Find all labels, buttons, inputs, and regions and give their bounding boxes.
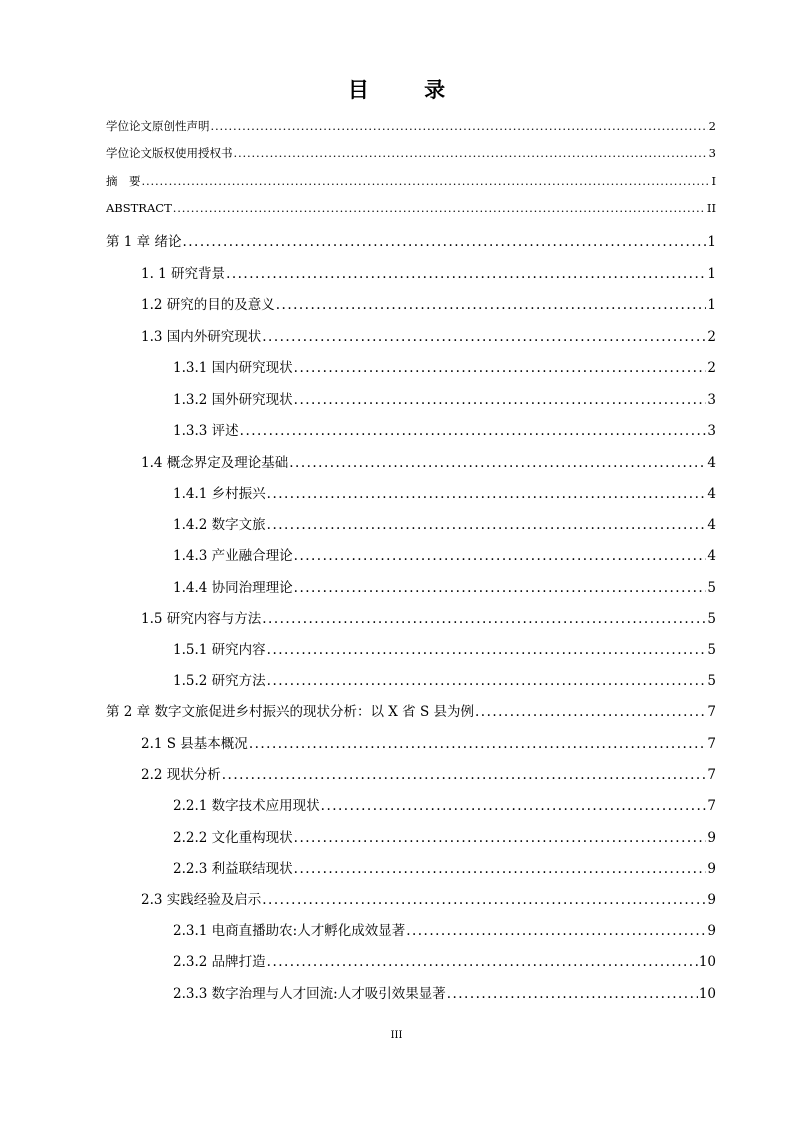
- toc-entry-label: ABSTRACT: [106, 201, 172, 215]
- toc-entry-page: 9: [707, 923, 716, 939]
- toc-entry-1-2[interactable]: [141, 293, 716, 313]
- toc-entry-chapter-1[interactable]: [106, 230, 716, 250]
- toc-entry-1-4-3[interactable]: [173, 544, 716, 564]
- toc-entry-label: 第 2 章 数字文旅促进乡村振兴的现状分析：以 X 省 S 县为例: [106, 704, 474, 720]
- toc-entry-label: 1.2 研究的目的及意义: [141, 297, 275, 313]
- dot-leader: [173, 201, 706, 215]
- dot-leader: [262, 329, 706, 345]
- toc-entry-label: 1.4.3 产业融合理论: [173, 548, 293, 564]
- toc-entry-label: 1.4.4 协同治理理论: [173, 580, 293, 596]
- dot-leader: [142, 174, 711, 188]
- page-title: 目 录: [347, 78, 470, 102]
- toc-entry-abstract-en[interactable]: [106, 201, 716, 215]
- toc-entry-chapter-2[interactable]: [106, 700, 716, 720]
- dot-leader: [182, 234, 706, 250]
- toc-entry-1-1[interactable]: [141, 262, 716, 282]
- dot-leader: [276, 297, 707, 313]
- toc-entry-label: 2.3.2 品牌打造: [173, 954, 266, 970]
- toc-entry-label: 2.2.3 利益联结现状: [173, 861, 293, 877]
- toc-entry-page: 1: [707, 266, 716, 282]
- dot-leader: [294, 360, 707, 376]
- dot-leader: [267, 673, 707, 689]
- toc-entry-page: 4: [707, 517, 716, 533]
- toc-entry-label: 2.2 现状分析: [141, 767, 221, 783]
- toc-entry-label: 1.3.3 评述: [173, 423, 239, 439]
- dot-leader: [406, 923, 706, 939]
- toc-entry-page: 7: [707, 736, 716, 752]
- dot-leader: [294, 861, 707, 877]
- dot-leader: [234, 146, 708, 160]
- dot-leader: [294, 392, 707, 408]
- toc-entry-label: 1.5.1 研究内容: [173, 642, 266, 658]
- dot-leader: [267, 954, 698, 970]
- dot-leader: [267, 517, 707, 533]
- toc-entry-page: I: [711, 174, 716, 188]
- toc-entry-2-3-3[interactable]: [173, 982, 716, 1002]
- toc-entry-label: 2.2.2 文化重构现状: [173, 830, 293, 846]
- toc-entry-page: 3: [708, 146, 716, 160]
- toc-entry-abstract-cn[interactable]: [106, 173, 716, 189]
- toc-entry-label: 1.3.2 国外研究现状: [173, 392, 293, 408]
- toc-entry-label: 摘 要: [106, 174, 141, 188]
- toc-entry-2-2-1[interactable]: [173, 794, 716, 814]
- toc-entry-page: 7: [707, 704, 716, 720]
- toc-entry-page: 1: [707, 297, 716, 313]
- toc-entry-page: 9: [707, 830, 716, 846]
- dot-leader: [226, 266, 706, 282]
- toc-entry-label: 1.5.2 研究方法: [173, 673, 266, 689]
- toc-entry-label: 学位论文版权使用授权书: [106, 146, 233, 160]
- toc-entry-2-3-2[interactable]: [173, 950, 716, 970]
- dot-leader: [267, 486, 707, 502]
- dot-leader: [289, 455, 706, 471]
- toc-entry-1-4-1[interactable]: [173, 482, 716, 502]
- toc-entry-2-2[interactable]: [141, 763, 716, 783]
- dot-leader: [475, 704, 706, 720]
- toc-entry-page: 4: [707, 455, 716, 471]
- toc-entry-1-5-1[interactable]: [173, 638, 716, 658]
- toc-entry-page: 5: [707, 673, 716, 689]
- toc-entry-page: 1: [707, 234, 716, 250]
- toc-entry-page: 9: [707, 892, 716, 908]
- toc-entry-label: 2.3.1 电商直播助农:人才孵化成效显著: [173, 923, 406, 939]
- toc-entry-page: 5: [707, 580, 716, 596]
- toc-entry-page: 4: [707, 486, 716, 502]
- dot-leader: [321, 798, 707, 814]
- toc-entry-page: 10: [698, 986, 716, 1002]
- toc-entry-page: 7: [707, 767, 716, 783]
- toc-entry-label: 2.3 实践经验及启示: [141, 892, 262, 908]
- toc-entry-label: 2.3.3 数字治理与人才回流:人才吸引效果显著: [173, 986, 446, 1002]
- toc-entry-page: 7: [707, 798, 716, 814]
- dot-leader: [222, 767, 707, 783]
- toc-entry-label: 1.5 研究内容与方法: [141, 611, 262, 627]
- dot-leader: [294, 548, 707, 564]
- toc-entry-page: 3: [707, 423, 716, 439]
- toc-entry-label: 2.2.1 数字技术应用现状: [173, 798, 320, 814]
- toc-entry-1-4[interactable]: [141, 451, 716, 471]
- toc-entry-label: 学位论文原创性声明: [106, 119, 210, 133]
- toc-entry-1-3-3[interactable]: [173, 419, 716, 439]
- toc-entry-label: 1.3.1 国内研究现状: [173, 360, 293, 376]
- toc-entry-page: 5: [707, 611, 716, 627]
- toc-entry-label: 1. 1 研究背景: [141, 266, 226, 282]
- toc-entry-page: 2: [707, 360, 716, 376]
- toc-entry-copyright-authorization[interactable]: [106, 145, 716, 161]
- dot-leader: [447, 986, 698, 1002]
- toc-entry-page: II: [706, 201, 716, 215]
- toc-entry-1-5[interactable]: [141, 607, 716, 627]
- toc-entry-label: 2.1 S 县基本概况: [141, 736, 248, 752]
- toc-entry-2-1[interactable]: [141, 732, 716, 752]
- toc-entry-label: 1.3 国内外研究现状: [141, 329, 262, 345]
- toc-entry-2-2-2[interactable]: [173, 826, 716, 846]
- toc-entry-1-5-2[interactable]: [173, 669, 716, 689]
- toc-entry-1-4-4[interactable]: [173, 576, 716, 596]
- dot-leader: [294, 580, 707, 596]
- toc-entry-1-4-2[interactable]: [173, 513, 716, 533]
- dot-leader: [294, 830, 707, 846]
- toc-entry-label: 第 1 章 绪论: [106, 234, 182, 250]
- toc-entry-2-3-1[interactable]: [173, 919, 716, 939]
- dot-leader: [262, 892, 706, 908]
- toc-entry-1-3[interactable]: [141, 325, 716, 345]
- toc-entry-originality-statement[interactable]: [106, 118, 716, 134]
- toc-entry-page: 2: [707, 329, 716, 345]
- toc-entry-page: 10: [698, 954, 716, 970]
- dot-leader: [262, 611, 706, 627]
- toc-entry-label: 1.4 概念界定及理论基础: [141, 455, 289, 471]
- dot-leader: [240, 423, 707, 439]
- toc-entry-page: 9: [707, 861, 716, 877]
- toc-entry-1-3-2[interactable]: [173, 388, 716, 408]
- toc-entry-page: 2: [708, 119, 716, 133]
- dot-leader: [211, 119, 708, 133]
- toc-entry-label: 1.4.1 乡村振兴: [173, 486, 266, 502]
- toc-entry-1-3-1[interactable]: [173, 356, 716, 376]
- dot-leader: [249, 736, 707, 752]
- toc-entry-2-3[interactable]: [141, 888, 716, 908]
- toc-entry-page: 4: [707, 548, 716, 564]
- dot-leader: [267, 642, 707, 658]
- toc-entry-page: 3: [707, 392, 716, 408]
- toc-entry-label: 1.4.2 数字文旅: [173, 517, 266, 533]
- toc-entry-2-2-3[interactable]: [173, 857, 716, 877]
- page-number-footer: III: [390, 1030, 403, 1041]
- toc-entry-page: 5: [707, 642, 716, 658]
